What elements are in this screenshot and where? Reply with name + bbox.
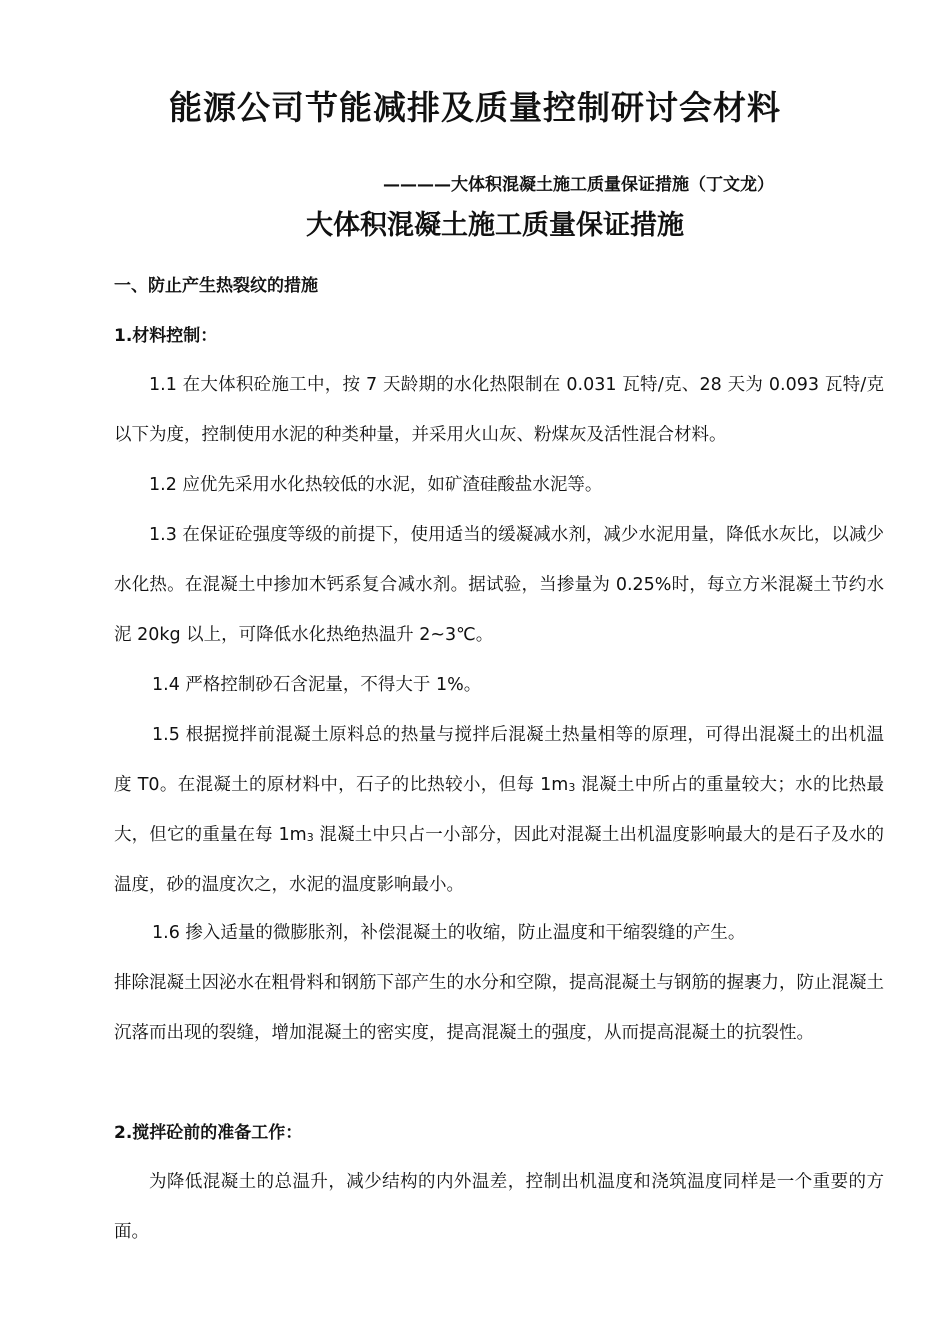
paragraph-1-2: 1.2 应优先采用水化热较低的水泥，如矿渣硅酸盐水泥等。 [149, 475, 603, 495]
paragraph-1-5-part-b: 混凝土中所占的重量较大；水的比热最大，但它的重量在每 1m [114, 775, 884, 845]
cubic-subscript-2: 3 [306, 831, 314, 844]
paragraph-1-7: 排除混凝土因泌水在粗骨料和钢筋下部产生的水分和空隙，提高混凝土与钢筋的握裹力，防止混凝土沉落而出现的裂缝，增加混凝土的密实度，提高混凝土的强度，从而提高混凝土的抗裂性。 [114, 973, 884, 1043]
paragraph-1-4: 1.4 严格控制砂石含泥量，不得大于 1%。 [152, 675, 482, 695]
subsection-heading-materials: 1.材料控制： [114, 326, 218, 346]
paragraph-1-5-part-c: 混凝土中只占一小部分，因此对混凝土出机温度影响最大的是石子及水的温度，砂的温度次之，水泥的温度影响最小。 [114, 825, 884, 895]
paragraph-1-6: 1.6 掺入适量的微膨胀剂，补偿混凝土的收缩，防止温度和干缩裂缝的产生。 [152, 923, 746, 943]
paragraph-1-5-part-a: 1.5 根据搅拌前混凝土原料总的热量与搅拌后混凝土热量相等的原理，可得出混凝土的出机温度 T0。在混凝土的原材料中，石子的比热较小，但每 1m [114, 725, 884, 795]
cubic-subscript-1: 3 [568, 781, 576, 794]
document-subtitle: 大体积混凝土施工质量保证措施 [306, 210, 684, 241]
paragraph-1-3: 1.3 在保证砼强度等级的前提下，使用适当的缓凝减水剂，减少水泥用量，降低水灰比，以减少水化热。在混凝土中掺加木钙系复合减水剂。据试验，当掺量为 0.25%时，每立方米混凝土节约水泥 20kg 以上，可降低水化热绝热温升 2~3℃。 [114, 525, 884, 645]
document-byline: ————大体积混凝土施工质量保证措施（丁文龙） [383, 175, 774, 195]
document-title: 能源公司节能减排及质量控制研讨会材料 [169, 88, 781, 127]
subsection-heading-preparation: 2.搅拌砼前的准备工作： [114, 1123, 303, 1143]
section-heading-1: 一、防止产生热裂纹的措施 [114, 276, 318, 296]
paragraph-1-5 [114, 710, 884, 910]
paragraph-1-1: 1.1 在大体积砼施工中，按 7 天龄期的水化热限制在 0.031 瓦特/克、28 天为 0.093 瓦特/克以下为度，控制使用水泥的种类种量，并采用火山灰、粉煤灰及活性混合材料。 [114, 375, 884, 445]
paragraph-2-1: 为降低混凝土的总温升，减少结构的内外温差，控制出机温度和浇筑温度同样是一个重要的方面。 [114, 1172, 884, 1242]
